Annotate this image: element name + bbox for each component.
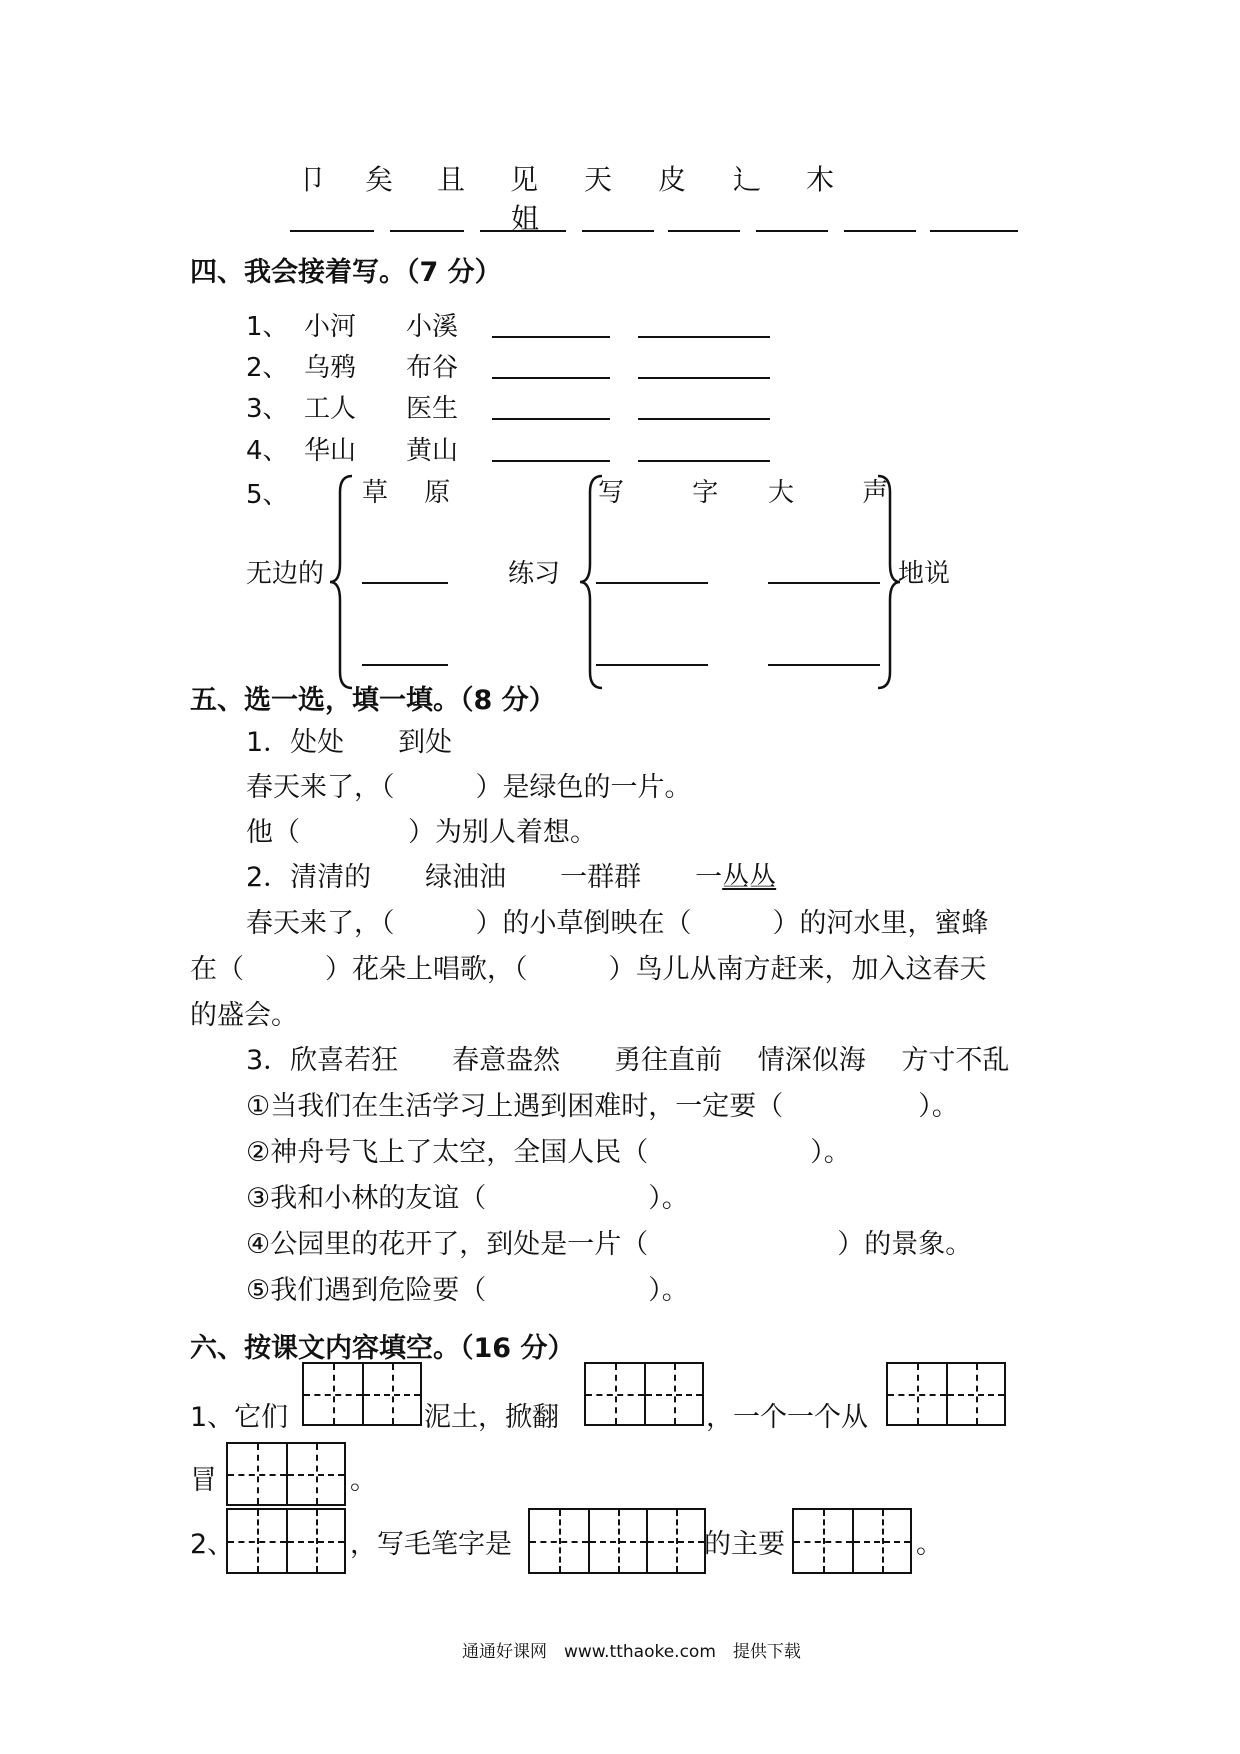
q5-middle-label: 练习 xyxy=(508,559,561,589)
q5-word-top-c: 大 声 xyxy=(768,478,919,508)
q5-right-label: 地说 xyxy=(898,559,951,589)
fill-text: 。 xyxy=(916,1529,943,1560)
row-number: 1、 xyxy=(246,312,289,342)
fill-text: ，写毛笔字是 xyxy=(350,1529,512,1560)
row-word: 医生 xyxy=(406,394,459,424)
blank-line[interactable] xyxy=(638,377,770,379)
q3-sentence: ④公园里的花开了，到处是一片（ ）的景象。 xyxy=(246,1229,973,1260)
blank-line[interactable] xyxy=(492,460,610,462)
q3-sentence: ③我和小林的友谊（ ）。 xyxy=(246,1183,689,1214)
blank-line[interactable] xyxy=(362,664,448,666)
q2-word-choices xyxy=(246,855,776,894)
blank-line[interactable] xyxy=(480,230,566,232)
radical: 且 xyxy=(437,163,466,196)
fill-text: 的主要 xyxy=(704,1529,785,1560)
blank-line[interactable] xyxy=(290,230,374,232)
blank-line[interactable] xyxy=(930,230,1018,232)
char-grid-2[interactable] xyxy=(302,1362,422,1426)
char-grid-2[interactable] xyxy=(226,1442,346,1506)
q2-paragraph-line: 春天来了，（ ）的小草倒映在（ ）的河水里，蜜蜂 xyxy=(246,908,989,939)
radical-example: 姐 xyxy=(511,202,540,235)
blank-line[interactable] xyxy=(756,230,828,232)
q1-word-choices: 1．处处 到处 xyxy=(246,727,453,758)
blank-line[interactable] xyxy=(596,582,708,584)
fill-text: 泥土，掀翻 xyxy=(424,1402,559,1433)
fill-text: ，一个一个从 xyxy=(706,1402,868,1433)
q1-sentence: 他（ ）为别人着想。 xyxy=(246,817,597,848)
row-word: 布谷 xyxy=(406,353,459,383)
q5-word-top-b: 写 字 xyxy=(598,478,749,508)
q3-word-choices: 3．欣喜若狂 春意盎然 勇往直前 情深似海 方寸不乱 xyxy=(246,1045,1010,1076)
blank-line[interactable] xyxy=(362,582,448,584)
fill-text: 。 xyxy=(350,1465,377,1496)
row-number: 4、 xyxy=(246,436,289,466)
blank-line[interactable] xyxy=(596,664,708,666)
q1-sentence: 春天来了，（ ）是绿色的一片。 xyxy=(246,772,692,803)
blank-line[interactable] xyxy=(638,460,770,462)
blank-line[interactable] xyxy=(492,418,610,420)
q2-paragraph-line: 在（ ）花朵上唱歌，（ ）鸟儿从南方赶来，加入这春天 xyxy=(190,954,987,985)
q5-left-label: 无边的 xyxy=(246,559,325,589)
q3-sentence: ⑤我们遇到危险要（ ）。 xyxy=(246,1275,689,1306)
row-word: 华山 xyxy=(304,436,357,466)
char-grid-2[interactable] xyxy=(226,1508,346,1574)
fill-text: 冒 xyxy=(190,1465,217,1496)
blank-line[interactable] xyxy=(390,230,464,232)
q2-paragraph-line: 的盛会。 xyxy=(190,1000,298,1031)
footer-source: 通通好课网 www.tthaoke.com 提供下载 xyxy=(462,1642,801,1662)
q3-sentence: ①当我们在生活学习上遇到困难时，一定要（ ）。 xyxy=(246,1091,959,1122)
q2-words-underlined: 丛丛 xyxy=(722,862,777,893)
char-grid-2[interactable] xyxy=(792,1508,912,1574)
radical: 木 xyxy=(806,163,835,196)
q2-words-main: 2．清清的 绿油油 一群群 一 xyxy=(246,862,723,893)
radical: 皮 xyxy=(658,163,687,196)
blank-line[interactable] xyxy=(638,336,770,338)
fill-text: 2、 xyxy=(190,1529,235,1560)
section4-title: 四、我会接着写。（7 分） xyxy=(190,257,502,288)
radical: 卩 xyxy=(298,163,327,196)
blank-line[interactable] xyxy=(844,230,916,232)
row-word: 黄山 xyxy=(406,436,459,466)
section5-title: 五、选一选，填一填。（8 分） xyxy=(190,685,556,716)
blank-line[interactable] xyxy=(768,664,880,666)
row-number: 5、 xyxy=(246,480,289,510)
row-word: 小溪 xyxy=(406,312,459,342)
blank-line[interactable] xyxy=(768,582,880,584)
brace-group-a xyxy=(328,472,358,692)
blank-line[interactable] xyxy=(492,336,610,338)
blank-line[interactable] xyxy=(638,418,770,420)
radical: 天 xyxy=(584,163,613,196)
row-number: 3、 xyxy=(246,394,289,424)
row-word: 乌鸦 xyxy=(304,353,357,383)
q3-sentence: ②神舟号飞上了太空，全国人民（ ）。 xyxy=(246,1137,851,1168)
section6-title: 六、按课文内容填空。（16 分） xyxy=(190,1333,575,1364)
blank-line[interactable] xyxy=(492,377,610,379)
blank-line[interactable] xyxy=(668,230,740,232)
char-grid-3[interactable] xyxy=(528,1508,706,1574)
radical: 见 xyxy=(510,163,539,196)
char-grid-2[interactable] xyxy=(886,1362,1006,1426)
radical: 矣 xyxy=(365,163,394,196)
q5-word-top-a: 草 原 xyxy=(362,478,465,508)
row-word: 小河 xyxy=(304,312,357,342)
radical: 辶 xyxy=(733,163,762,196)
blank-line[interactable] xyxy=(582,230,654,232)
row-word: 工人 xyxy=(304,394,357,424)
row-number: 2、 xyxy=(246,353,289,383)
char-grid-2[interactable] xyxy=(584,1362,704,1426)
fill-text: 1、它们 xyxy=(190,1402,289,1433)
